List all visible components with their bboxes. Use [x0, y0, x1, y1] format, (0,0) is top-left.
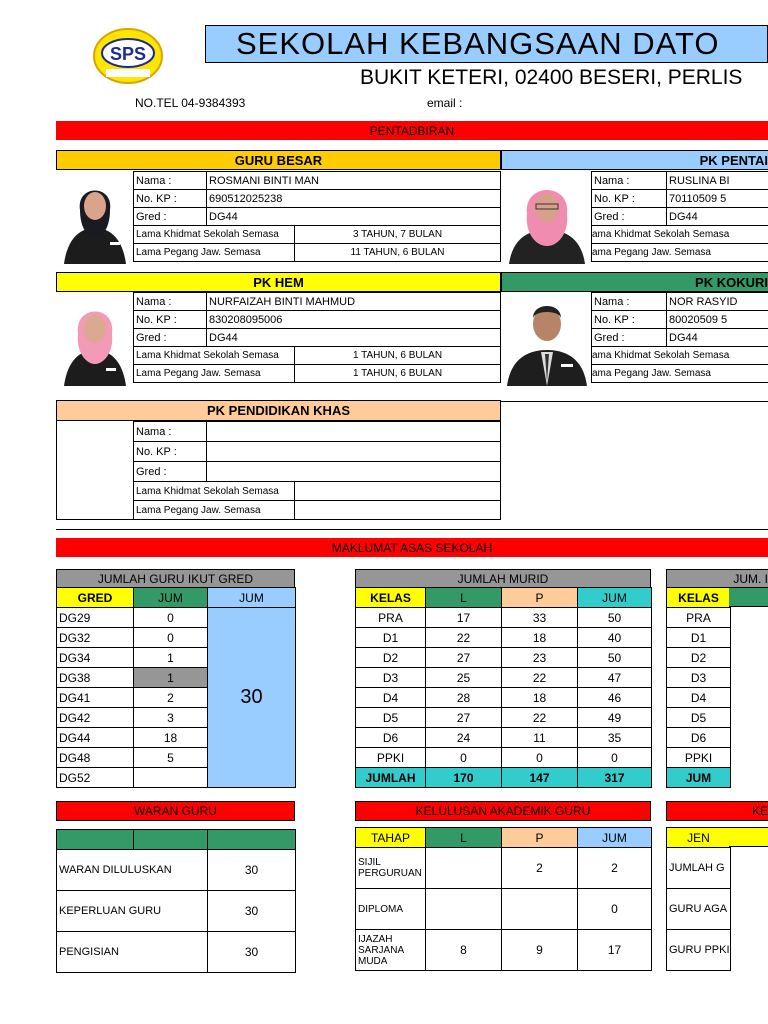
- waran-row: [57, 850, 296, 891]
- pkk2-khidmat-label: Lama Khidmat Sekolah Semasa: [133, 481, 295, 501]
- guru-besar-photo: [58, 172, 132, 264]
- pk-pentadbiran-title: PK PENTAI: [501, 150, 768, 170]
- gb-khidmat-value: 3 TAHUN, 7 BULAN: [294, 225, 501, 244]
- third-partial-label: JUMLAH G: [667, 848, 731, 889]
- pk-pendidikan-khas-title: PK PENDIDIKAN KHAS: [56, 400, 501, 421]
- kel-tahap: DIPLOMA: [356, 889, 426, 930]
- jum-partial-table: [666, 587, 731, 788]
- murid-jum: 50: [578, 608, 652, 628]
- murid-l: 22: [426, 628, 502, 648]
- guru-gred-table: [56, 587, 296, 788]
- waran-value: 30: [208, 932, 296, 973]
- gb-gred-value: DG44: [206, 207, 501, 226]
- kel-jum: 17: [578, 930, 652, 971]
- pk-pentadbiran-photo: [503, 172, 591, 264]
- pkk-nama-label: Nama :: [591, 292, 667, 311]
- right-divider-line: [501, 401, 768, 402]
- kel-p-header: P: [502, 828, 578, 848]
- gred-count: 1: [134, 648, 208, 668]
- gb-gred-label: Gred :: [133, 207, 207, 226]
- murid-l: 25: [426, 668, 502, 688]
- murid-row: [356, 748, 652, 768]
- kel-l: [426, 848, 502, 889]
- gred-code: DG44: [57, 728, 134, 748]
- pkp-khidmat-label: ama Khidmat Sekolah Semasa: [591, 225, 768, 244]
- murid-p: 0: [502, 748, 578, 768]
- waran-title: WARAN GURU: [56, 801, 295, 821]
- gb-khidmat-label: Lama Khidmat Sekolah Semasa: [133, 225, 295, 244]
- pkk2-kp-value: [206, 441, 501, 462]
- jum-partial-row: [667, 688, 731, 708]
- third-partial-header: JEN: [667, 828, 731, 848]
- gred-count: 0: [134, 628, 208, 648]
- murid-kelas: D5: [356, 708, 426, 728]
- hem-kp-value: 830208095006: [206, 310, 501, 329]
- pkk2-jawatan-label: Lama Pegang Jaw. Semasa: [133, 500, 295, 520]
- kelulusan-row: [356, 889, 652, 930]
- pkk2-khidmat-value: [294, 481, 501, 501]
- murid-l: 17: [426, 608, 502, 628]
- pkk2-nama-value: [206, 421, 501, 442]
- waran-table: [56, 829, 296, 973]
- waran-label: KEPERLUAN GURU: [57, 891, 208, 932]
- school-name-banner: [205, 25, 768, 63]
- murid-row: [356, 708, 652, 728]
- gred-code: DG41: [57, 688, 134, 708]
- pkk2-jawatan-value: [294, 500, 501, 520]
- pkp-kp-label: No. KP :: [591, 189, 667, 208]
- murid-p-header: P: [502, 588, 578, 608]
- murid-l: 27: [426, 708, 502, 728]
- kel-jum-header: JUM: [578, 828, 652, 848]
- murid-row: [356, 648, 652, 668]
- gb-jawatan-value: 11 TAHUN, 6 BULAN: [294, 243, 501, 262]
- gred-count: 18: [134, 728, 208, 748]
- murid-jum: 0: [578, 748, 652, 768]
- kelulusan-title: KELULUSAN AKADEMIK GURU: [355, 801, 651, 821]
- murid-kelas: D2: [356, 648, 426, 668]
- murid-kelas: D6: [356, 728, 426, 748]
- jum-partial-kelas: D1: [667, 628, 731, 648]
- pkk2-nama-label: Nama :: [133, 421, 207, 442]
- murid-l: 27: [426, 648, 502, 668]
- gb-jawatan-label: Lama Pegang Jaw. Semasa: [133, 243, 295, 262]
- jum-partial-row: [667, 728, 731, 748]
- murid-title: JUMLAH MURID: [355, 569, 651, 588]
- kel-l-header: L: [426, 828, 502, 848]
- murid-total-jum: 317: [578, 768, 652, 788]
- gred-jum-header: JUM: [134, 588, 208, 608]
- gred-header: GRED: [57, 588, 134, 608]
- murid-p: 23: [502, 648, 578, 668]
- hem-jawatan-value: 1 TAHUN, 6 BULAN: [294, 364, 501, 383]
- pk-kokurikulum-photo: [503, 294, 591, 386]
- kelulusan-row: [356, 848, 652, 889]
- murid-p: 33: [502, 608, 578, 628]
- murid-total-l: 170: [426, 768, 502, 788]
- murid-jum: 47: [578, 668, 652, 688]
- school-name: SEKOLAH KEBANGSAAN DATO: [236, 26, 720, 61]
- gred-code: DG38: [57, 668, 134, 688]
- gred-count: 3: [134, 708, 208, 728]
- third-partial-yellow-strip: [729, 827, 768, 847]
- svg-text:SPS: SPS: [109, 44, 147, 64]
- murid-p: 18: [502, 628, 578, 648]
- murid-p: 11: [502, 728, 578, 748]
- gred-count: 5: [134, 748, 208, 768]
- kel-p: 2: [502, 848, 578, 889]
- waran-header-cell: [134, 830, 208, 850]
- jum-partial-row: [667, 608, 731, 628]
- pk-pendidikan-khas-photo-slot: [56, 420, 134, 520]
- pkk-nama-value: NOR RASYID: [666, 292, 768, 311]
- kelulusan-row: [356, 930, 652, 971]
- jum-partial-kelas: PPKI: [667, 748, 731, 768]
- pk-kokurikulum-title: PK KOKURI: [501, 272, 768, 292]
- kel-tahap: IJAZAH SARJANA MUDA: [356, 930, 426, 971]
- gred-total: 30: [208, 608, 296, 788]
- pkp-nama-label: Nama :: [591, 171, 667, 190]
- murid-row: [356, 628, 652, 648]
- murid-l: 0: [426, 748, 502, 768]
- kel-l: [426, 889, 502, 930]
- pkk-jawatan-label: ama Pegang Jaw. Semasa: [591, 364, 768, 383]
- hem-nama-value: NURFAIZAH BINTI MAHMUD: [206, 292, 501, 311]
- pkp-kp-value: 70110509 5: [666, 189, 768, 208]
- separator-line: [56, 529, 768, 530]
- waran-label: WARAN DILULUSKAN: [57, 850, 208, 891]
- murid-kelas: D1: [356, 628, 426, 648]
- murid-kelas: D3: [356, 668, 426, 688]
- jum-partial-kelas: D5: [667, 708, 731, 728]
- pk-hem-title: PK HEM: [56, 272, 501, 292]
- kel-jum: 0: [578, 889, 652, 930]
- jum-partial-kelas: D2: [667, 648, 731, 668]
- gb-nama-value: ROSMANI BINTI MAN: [206, 171, 501, 190]
- murid-jum: 50: [578, 648, 652, 668]
- jum-partial-total: JUM: [667, 768, 731, 788]
- murid-table: [355, 587, 652, 788]
- murid-total-label: JUMLAH: [356, 768, 426, 788]
- guru-besar-title: GURU BESAR: [56, 150, 501, 170]
- third-partial-row: [667, 930, 731, 971]
- gred-code: DG42: [57, 708, 134, 728]
- hem-kp-label: No. KP :: [133, 310, 207, 329]
- hem-khidmat-label: Lama Khidmat Sekolah Semasa: [133, 346, 295, 365]
- kel-p: [502, 889, 578, 930]
- murid-l: 28: [426, 688, 502, 708]
- school-tel: NO.TEL 04-9384393: [135, 96, 246, 110]
- waran-row: [57, 932, 296, 973]
- gred-code: DG52: [57, 768, 134, 788]
- kelulusan-table: [355, 827, 652, 971]
- murid-jum: 49: [578, 708, 652, 728]
- gred-total-header: JUM: [208, 588, 296, 608]
- pkk2-gred-label: Gred :: [133, 461, 207, 482]
- third-partial-label: GURU PPKI: [667, 930, 731, 971]
- gb-kp-value: 690512025238: [206, 189, 501, 208]
- kel-l: 8: [426, 930, 502, 971]
- gred-count: [134, 768, 208, 788]
- jum-partial-header: KELAS: [667, 588, 731, 608]
- school-address: BUKIT KETERI, 02400 BESERI, PERLIS: [360, 66, 743, 89]
- murid-row: [356, 688, 652, 708]
- kel-tahap: SIJIL PERGURUAN: [356, 848, 426, 889]
- gb-nama-label: Nama :: [133, 171, 207, 190]
- murid-jum-header: JUM: [578, 588, 652, 608]
- murid-jum: 35: [578, 728, 652, 748]
- murid-total-p: 147: [502, 768, 578, 788]
- jum-partial-row: [667, 628, 731, 648]
- murid-p: 22: [502, 668, 578, 688]
- gred-count: 0: [134, 608, 208, 628]
- section-maklumat: MAKLUMAT ASAS SEKOLAH: [56, 538, 768, 557]
- gred-code: DG32: [57, 628, 134, 648]
- jum-partial-total-row: [667, 768, 731, 788]
- waran-header-cell: [208, 830, 296, 850]
- hem-gred-value: DG44: [206, 328, 501, 347]
- pkk-khidmat-label: ama Khidmat Sekolah Semasa: [591, 346, 768, 365]
- pkp-nama-value: RUSLINA BI: [666, 171, 768, 190]
- jum-partial-kelas: D6: [667, 728, 731, 748]
- gred-count: 2: [134, 688, 208, 708]
- murid-kelas: D4: [356, 688, 426, 708]
- pkk-kp-value: 80020509 5: [666, 310, 768, 329]
- waran-value: 30: [208, 850, 296, 891]
- murid-jum: 40: [578, 628, 652, 648]
- school-email-label: email :: [427, 96, 463, 110]
- third-partial-title: KE: [666, 801, 768, 821]
- murid-jum: 46: [578, 688, 652, 708]
- third-partial-label: GURU AGA: [667, 889, 731, 930]
- pkk-kp-label: No. KP :: [591, 310, 667, 329]
- jum-partial-green-strip: [729, 587, 768, 607]
- waran-value: 30: [208, 891, 296, 932]
- murid-p: 22: [502, 708, 578, 728]
- gred-code: DG34: [57, 648, 134, 668]
- hem-jawatan-label: Lama Pegang Jaw. Semasa: [133, 364, 295, 383]
- waran-header-cell: [57, 830, 134, 850]
- kel-p: 9: [502, 930, 578, 971]
- murid-row: [356, 728, 652, 748]
- jum-partial-title: JUM. I: [666, 569, 768, 588]
- murid-kelas: PPKI: [356, 748, 426, 768]
- gb-kp-label: No. KP :: [133, 189, 207, 208]
- murid-total-row: [356, 768, 652, 788]
- jum-partial-row: [667, 748, 731, 768]
- hem-khidmat-value: 1 TAHUN, 6 BULAN: [294, 346, 501, 365]
- gred-row: [57, 608, 296, 628]
- murid-kelas: PRA: [356, 608, 426, 628]
- kel-jum: 2: [578, 848, 652, 889]
- hem-nama-label: Nama :: [133, 292, 207, 311]
- gred-code: DG48: [57, 748, 134, 768]
- murid-l-header: L: [426, 588, 502, 608]
- murid-row: [356, 608, 652, 628]
- murid-kelas-header: KELAS: [356, 588, 426, 608]
- pkp-gred-label: Gred :: [591, 207, 667, 226]
- guru-gred-title: JUMLAH GURU IKUT GRED: [56, 569, 295, 588]
- jum-partial-row: [667, 648, 731, 668]
- hem-gred-label: Gred :: [133, 328, 207, 347]
- kel-tahap-header: TAHAP: [356, 828, 426, 848]
- jum-partial-kelas: D3: [667, 668, 731, 688]
- section-pentadbiran: PENTADBIRAN: [56, 121, 768, 140]
- waran-label: PENGISIAN: [57, 932, 208, 973]
- jum-partial-row: [667, 708, 731, 728]
- third-partial-table: [666, 827, 731, 971]
- murid-l: 24: [426, 728, 502, 748]
- pkk2-gred-value: [206, 461, 501, 482]
- pkp-jawatan-label: ama Pegang Jaw. Semasa: [591, 243, 768, 262]
- pkk-gred-label: Gred :: [591, 328, 667, 347]
- pkk2-kp-label: No. KP :: [133, 441, 207, 462]
- sps-logo: [92, 27, 164, 85]
- third-partial-row: [667, 848, 731, 889]
- pkp-gred-value: DG44: [666, 207, 768, 226]
- waran-row: [57, 891, 296, 932]
- murid-p: 18: [502, 688, 578, 708]
- jum-partial-row: [667, 668, 731, 688]
- gred-count: 1: [134, 668, 208, 688]
- pkk-gred-value: DG44: [666, 328, 768, 347]
- jum-partial-kelas: PRA: [667, 608, 731, 628]
- murid-row: [356, 668, 652, 688]
- pk-hem-photo: [58, 294, 132, 386]
- gred-code: DG29: [57, 608, 134, 628]
- third-partial-row: [667, 889, 731, 930]
- jum-partial-kelas: D4: [667, 688, 731, 708]
